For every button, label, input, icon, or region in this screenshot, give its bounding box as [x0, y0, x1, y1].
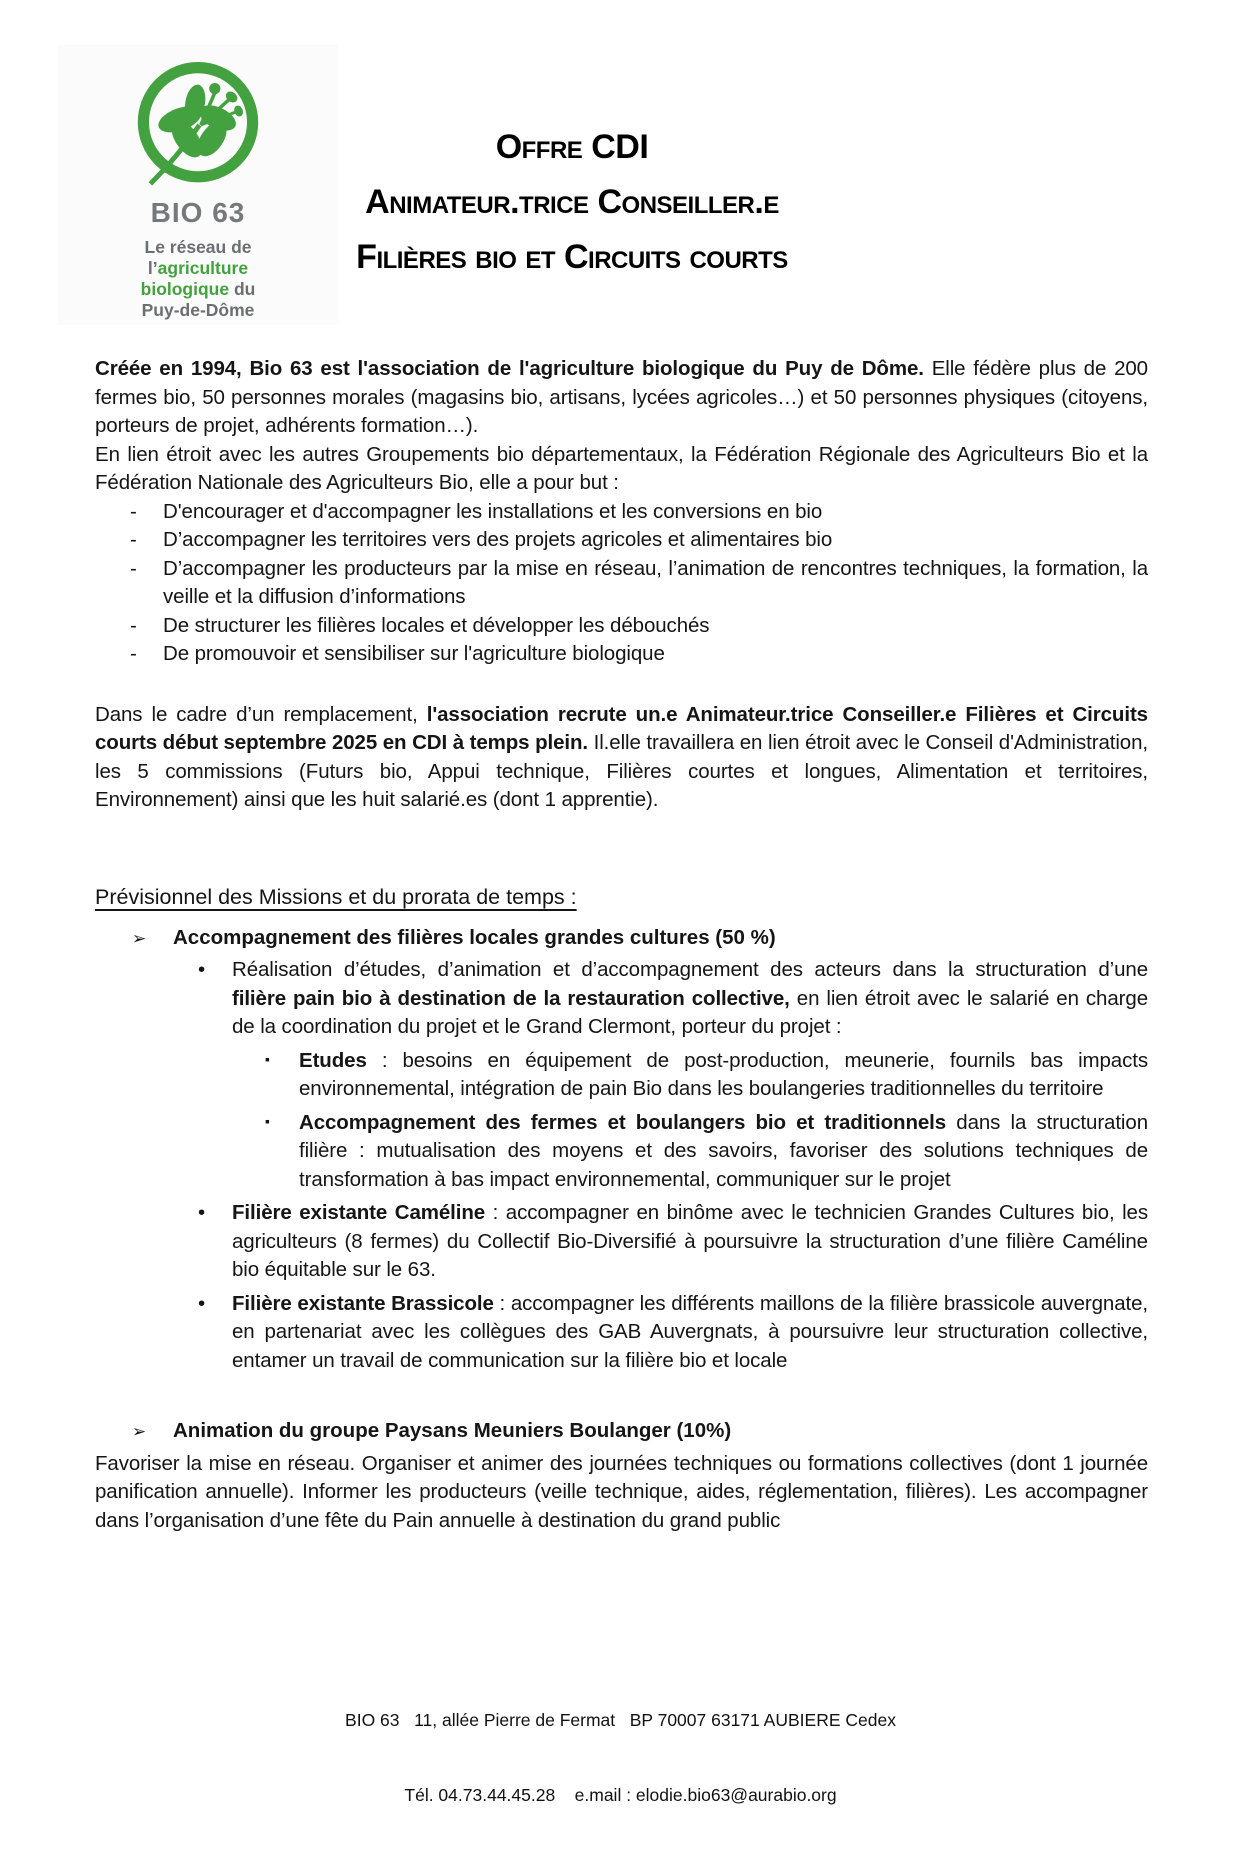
s1-text: : besoins en équipement de post-production, meunerie, fournils bas impacts environnemental, intégration de pain Bio dans les boulangeries traditionnelles du territoire: [299, 1048, 1148, 1100]
tagline-line1: Le réseau de: [144, 237, 252, 257]
s1-bold: Etudes: [299, 1048, 367, 1072]
document-body: [95, 355, 1148, 1535]
b3-bold: Filière existante Brassicole: [232, 1291, 494, 1315]
b1-post: en lien étroit avec le salarié en charge de la coordination du projet et le Grand Clermont, porteur du projet :: [232, 986, 1148, 1038]
tagline-line3-gray: du: [229, 279, 256, 299]
recruitment-bold: l'association recrute un.e Animateur.trice Conseiller.e Filières et Circuits courts début septembre 2025 en CDI à temps plein.: [95, 702, 1148, 754]
missions-heading: Prévisionnel des Missions et du prorata de temps :: [95, 884, 577, 909]
title-offre-cdi: Offre CDI: [495, 128, 649, 166]
recruitment-pre: Dans le cadre d’un remplacement,: [95, 702, 427, 726]
goal-text: D’accompagner les territoires vers des projets agricoles et alimentaires bio: [163, 528, 833, 551]
arrow-bullet-icon: ➢: [132, 1422, 147, 1441]
square-bullet-icon: ▪: [265, 1112, 270, 1129]
goal-item: [95, 555, 1148, 612]
bio63-flower-icon: [128, 55, 268, 195]
b3-text: : accompagner les différents maillons de la filière brassicole auvergnate, en partenariat avec les collègues des GAB Auvergnats, à poursuivre leur structuration collective, entamer un travail de communication sur la filière bio et locale: [232, 1291, 1148, 1372]
dash-bullet-icon: -: [130, 499, 137, 523]
page-footer: [0, 1658, 1241, 1858]
mission-1-bullet-brassicole: [95, 1290, 1148, 1376]
square-bullet-icon: ▪: [265, 1050, 270, 1067]
mission-1-sub-accompagnement: [95, 1109, 1148, 1195]
goal-item: [95, 526, 1148, 555]
mission-2-title: Animation du groupe Paysans Meuniers Boulanger (10%): [173, 1419, 732, 1442]
dash-bullet-icon: -: [130, 642, 137, 665]
goal-item: [95, 640, 1148, 669]
tagline-line3-green: biologique: [140, 279, 230, 299]
arrow-bullet-icon: ➢: [132, 928, 147, 948]
s2-text: dans la structuration filière : mutualisation des moyens et des savoirs, favoriser des solutions techniques de transformation à bas impact environnemental, communiquer sur le projet: [299, 1110, 1148, 1191]
tagline-line2-green: agriculture: [157, 258, 249, 278]
intro-rest: Elle fédère plus de 200 fermes bio, 50 personnes morales (magasins bio, artisans, lycées agricoles…) et 50 personnes physiques (citoyens, porteurs de projet, adhérents formation…).: [95, 357, 1148, 437]
b2-text: : accompagner en binôme avec le technicien Grandes Cultures bio, les agriculteurs (8 fermes) du Collectif Bio-Diversifié à poursuivre la structuration d’une filière Caméline bio équitable sur le 63.: [232, 1201, 1148, 1281]
mission-2: [95, 1417, 1148, 1446]
round-bullet-icon: •: [198, 958, 206, 981]
goal-text: D'encourager et d'accompagner les installations et les conversions en bio: [163, 499, 823, 523]
context-paragraph: En lien étroit avec les autres Groupements bio départementaux, la Fédération Régionale des Agriculteurs Bio et la Fédération Nationale des Agriculteurs Bio, elle a pour but :: [95, 442, 1148, 494]
goal-text: De structurer les filières locales et développer les débouchés: [163, 613, 710, 637]
title-poste: Animateur.trice Conseiller.e: [365, 183, 779, 221]
footer-address: BIO 63 11, allée Pierre de Fermat BP 70007 63171 AUBIERE Cedex: [345, 1710, 896, 1730]
round-bullet-icon: •: [198, 1291, 206, 1315]
intro-paragraph: [95, 355, 1148, 441]
intro-bold: Créée en 1994, Bio 63 est l'association de l'agriculture biologique du Puy de Dôme.: [95, 357, 924, 380]
footer-contact: Tél. 04.73.44.45.28 e.mail : elodie.bio63@aurabio.org: [404, 1785, 837, 1805]
mission-1-title: Accompagnement des filières locales grandes cultures (50 %): [173, 925, 776, 949]
goals-list: [95, 498, 1148, 669]
recruitment-paragraph: [95, 701, 1148, 815]
brand-name: BIO 63: [150, 197, 246, 228]
tagline-line2-gray: l’: [147, 258, 158, 278]
dash-bullet-icon: -: [130, 528, 137, 551]
recruitment-post: Il.elle travaillera en lien étroit avec le Conseil d'Administration, les 5 commissions (Futurs bio, Appui technique, Filières courtes et longues, Alimentation et territoires, Environnement) ainsi que les huit salarié.es (dont 1 apprentie).: [95, 731, 1148, 811]
mission-1-bullet-realisation: [95, 956, 1148, 1042]
mission-1-sub-etudes: [95, 1047, 1148, 1104]
document-title: [277, 128, 867, 293]
goal-text: D’accompagner les producteurs par la mise en réseau, l’animation de rencontres techniques, la formation, la veille et la diffusion d’informations: [163, 556, 1148, 608]
b2-bold: Filière existante Caméline: [232, 1201, 486, 1224]
goal-text: De promouvoir et sensibiliser sur l'agriculture biologique: [163, 642, 665, 665]
mission-2-paragraph: Favoriser la mise en réseau. Organiser et animer des journées techniques ou formations collectives (dont 1 journée panification annuelle). Informer les producteurs (veille technique, aides, réglementation, filières). Les accompagner dans l’organisation d’une fête du Pain annuelle à destination du grand public: [95, 1451, 1148, 1532]
s2-bold: Accompagnement des fermes et boulangers bio et traditionnels: [299, 1110, 947, 1134]
dash-bullet-icon: -: [130, 556, 137, 580]
b1-bold: filière pain bio à destination de la restauration collective,: [232, 986, 790, 1010]
dash-bullet-icon: -: [130, 613, 137, 637]
round-bullet-icon: •: [198, 1201, 206, 1224]
mission-1-bullet-cameline: [95, 1199, 1148, 1285]
tagline-line4: Puy-de-Dôme: [141, 300, 255, 320]
goal-item: [95, 612, 1148, 641]
goal-item: [95, 498, 1148, 527]
b1-pre: Réalisation d’études, d’animation et d’accompagnement des acteurs dans la structuration d’une: [232, 958, 1148, 981]
mission-1: [95, 924, 1148, 953]
title-filieres: Filières bio et Circuits courts: [356, 238, 788, 276]
